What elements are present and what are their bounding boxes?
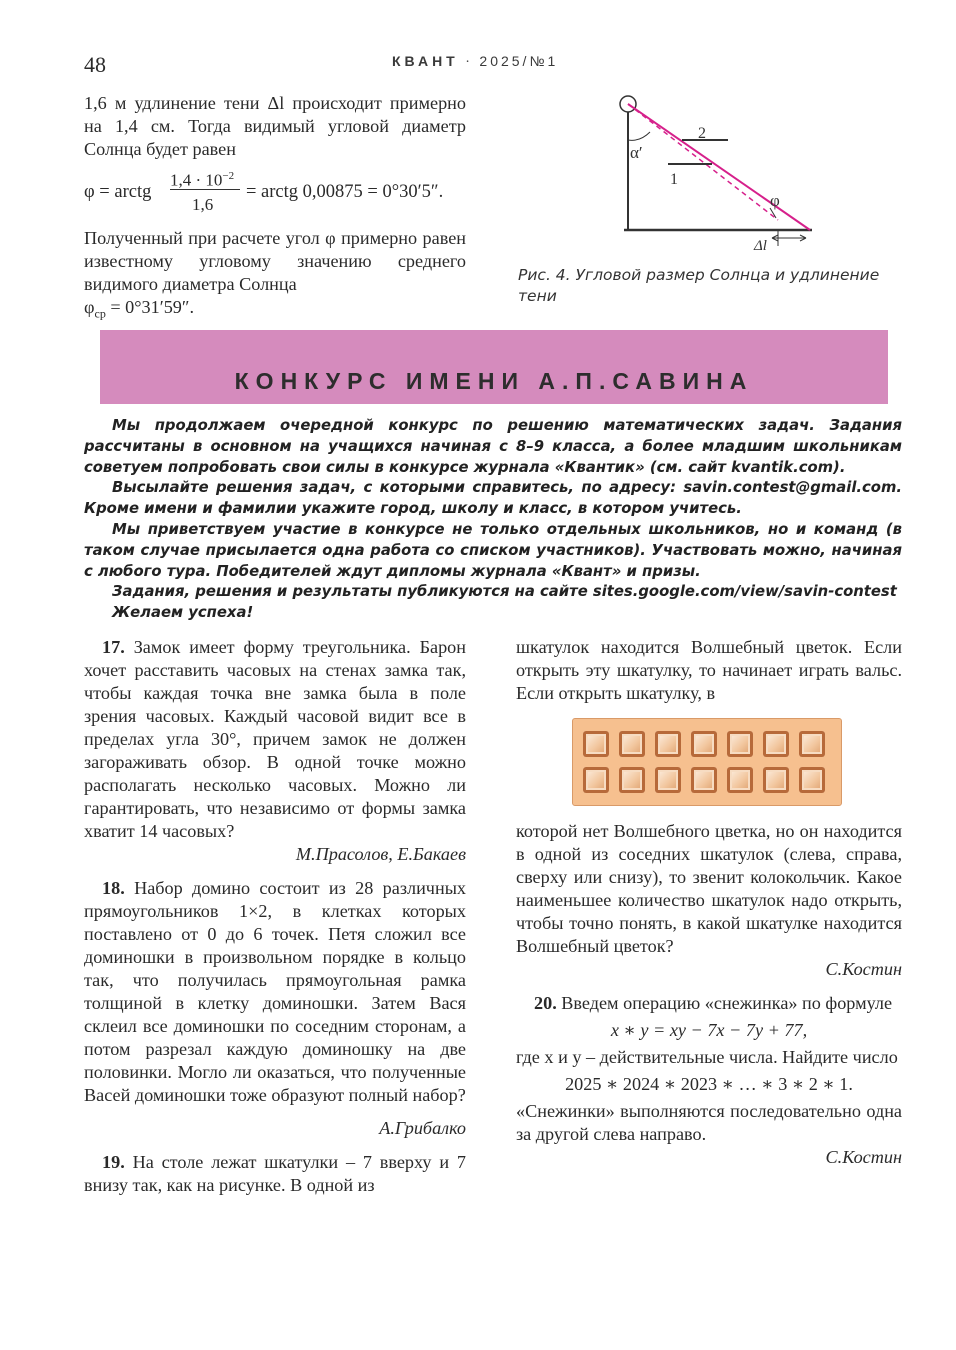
formula-phi: [84, 167, 466, 221]
box-tile: [583, 767, 609, 793]
ray-solid: [628, 104, 810, 230]
intro-paragraph: Мы продолжаем очередной конкурс по решению математических задач. Задания рассчитаны в основном на учащихся начиная с 8–9 класса, а более младшим школьникам советуем попробовать свои силы в конкурсе журнала «Квантик» (см. сайт kvantik.com).: [84, 417, 902, 476]
problem-19-author: С.Костин: [825, 959, 902, 979]
problem-20-author: С.Костин: [825, 1147, 902, 1167]
boxes-bottom-row: [583, 767, 841, 793]
box-tile: [763, 731, 789, 757]
box-tile: [655, 767, 681, 793]
label-delta-l: Δl: [754, 238, 767, 254]
journal-name: КВАНТ: [392, 53, 459, 69]
problem-19-continued: шкатулок находится Волшебный цветок. Если открыть эту шкатулку, то начинает играть вальс. Если открыть шкатулку, в: [516, 637, 902, 703]
box-tile: [727, 767, 753, 793]
top-left-column: [84, 92, 466, 326]
label-phi: φ: [770, 191, 780, 210]
contest-banner: [100, 330, 888, 404]
journal-header: [392, 53, 558, 71]
intro-paragraph: Мы приветствуем участие в конкурсе не только отдельных школьников, но и команд (в таком случае присылается одна работа со списком участников). Участвовать можно, начиная с любого тура. Победителей ждут дипломы журнала «Квант» и призы.: [84, 520, 902, 580]
right-problems-column: [516, 636, 902, 705]
boxes-top-row: [583, 731, 841, 757]
problem-20-formula: x ∗ y = xy − 7x − 7y + 77,: [610, 1020, 808, 1040]
problem-17: 17. Замок имеет форму треугольника. Барон хочет расставить часовых на стенах замка так, чтобы каждая точка вне замка была в поле зрения часовых. Каждый часовой видит все в пределах угла 30°, причем замок не должен загораживать обзор. В одной точке можно располагать несколько часовых. Можно ли гарантировать, что независимо от формы замка хватит 14 часовых?: [84, 637, 466, 841]
intro-paragraph: Задания, решения и результаты публикуются на сайте sites.google.com/view/savin-contest: [112, 583, 897, 601]
problem-20-expression: 2025 ∗ 2024 ∗ 2023 ∗ … ∗ 3 ∗ 2 ∗ 1.: [565, 1074, 853, 1094]
paragraph-shadow: 1,6 м удлинение тени Δl происходит примерно на 1,4 см. Тогда видимый угловой диаметр Солнца будет равен: [84, 93, 466, 159]
label-2: 2: [698, 125, 706, 142]
formula-denominator: 1,6: [192, 195, 214, 214]
issue-number: 2025/№1: [479, 53, 559, 69]
box-tile: [691, 767, 717, 793]
figure-caption: Рис. 4. Угловой размер Солнца и удлинение тени: [518, 266, 880, 305]
problem-17-author: М.Прасолов, Е.Бакаев: [295, 844, 466, 864]
intro-paragraph: Высылайте решения задач, с которыми справитесь, по адресу: savin.contest@gmail.com. Кроме имени и фамилии укажите город, школу и класс, в котором учитесь.: [84, 479, 902, 518]
header-separator: ·: [465, 55, 473, 70]
problem-18: 18. Набор домино состоит из 28 различных прямоугольников 1×2, в клетках которых поставлено от 0 до 6 точек. Петя сложил все доминошки в произвольном порядке в кольцо так, что получилась прямоугольная рамка толщиной в клетку доминошки. Затем Вася склеил все доминошки по соседним сторонам, а потом разрезал каждую доминошку на две половинки. Могло ли оказаться, что полученные Васей доминошки тоже образуют полный набор?: [84, 878, 467, 1105]
right-problems-continued: [516, 820, 902, 1169]
fraction-bar: [170, 189, 240, 190]
intro-paragraph: Желаем успеха!: [112, 604, 254, 622]
box-tile: [763, 767, 789, 793]
box-tile: [619, 731, 645, 757]
problem-18-author: А.Грибалко: [379, 1118, 466, 1138]
problem-20-note: «Снежинки» выполняются последовательно одна за другой слева направо.: [516, 1101, 902, 1144]
box-tile: [727, 731, 753, 757]
banner-title: КОНКУРС ИМЕНИ А.П.САВИНА: [234, 368, 754, 394]
formula-rhs: = arctg 0,00875 = 0°30′5″.: [246, 182, 444, 202]
phi-mean: $\varphi_{ср} = 0^\circ 31'59''$.: [84, 297, 195, 321]
angle-alpha-arc: [628, 132, 650, 140]
label-alpha: α′: [630, 143, 643, 162]
boxes-picture: [572, 718, 842, 806]
contest-intro: [84, 416, 902, 624]
box-tile: [583, 731, 609, 757]
formula-numerator: $1,4 \cdot 10^{-2}$: [170, 170, 235, 190]
box-tile: [799, 731, 825, 757]
paragraph-result: Полученный при расчете угол φ примерно равен известному угловому значению среднего видимого диаметра Солнца: [84, 228, 466, 294]
page-number: 48: [84, 52, 106, 77]
box-tile: [655, 731, 681, 757]
formula-lhs: φ = arctg: [84, 182, 152, 202]
ray-dashed: [628, 104, 778, 220]
box-tile: [691, 731, 717, 757]
figure-sun-shadow: [600, 88, 830, 258]
problem-19-rest: которой нет Волшебного цветка, но он находится в одной из соседних шкатулок (слева, справа, сверху или снизу), то звенит колокольчик. Какое наименьшее количество шкатулок надо открыть, чтобы точно понять, в какой шкатулке находится Волшебный цветок?: [516, 821, 902, 956]
problem-20-text: где x и y – действительные числа. Найдите число: [516, 1047, 898, 1067]
problem-20: 20. Введем операцию «снежинка» по формуле: [534, 993, 893, 1013]
problem-19: 19. На столе лежат шкатулки – 7 вверху и 7 внизу так, как на рисунке. В одной из: [84, 1152, 466, 1195]
label-1: 1: [670, 171, 678, 188]
box-tile: [799, 767, 825, 793]
box-tile: [619, 767, 645, 793]
left-problems-column: [84, 636, 466, 1197]
